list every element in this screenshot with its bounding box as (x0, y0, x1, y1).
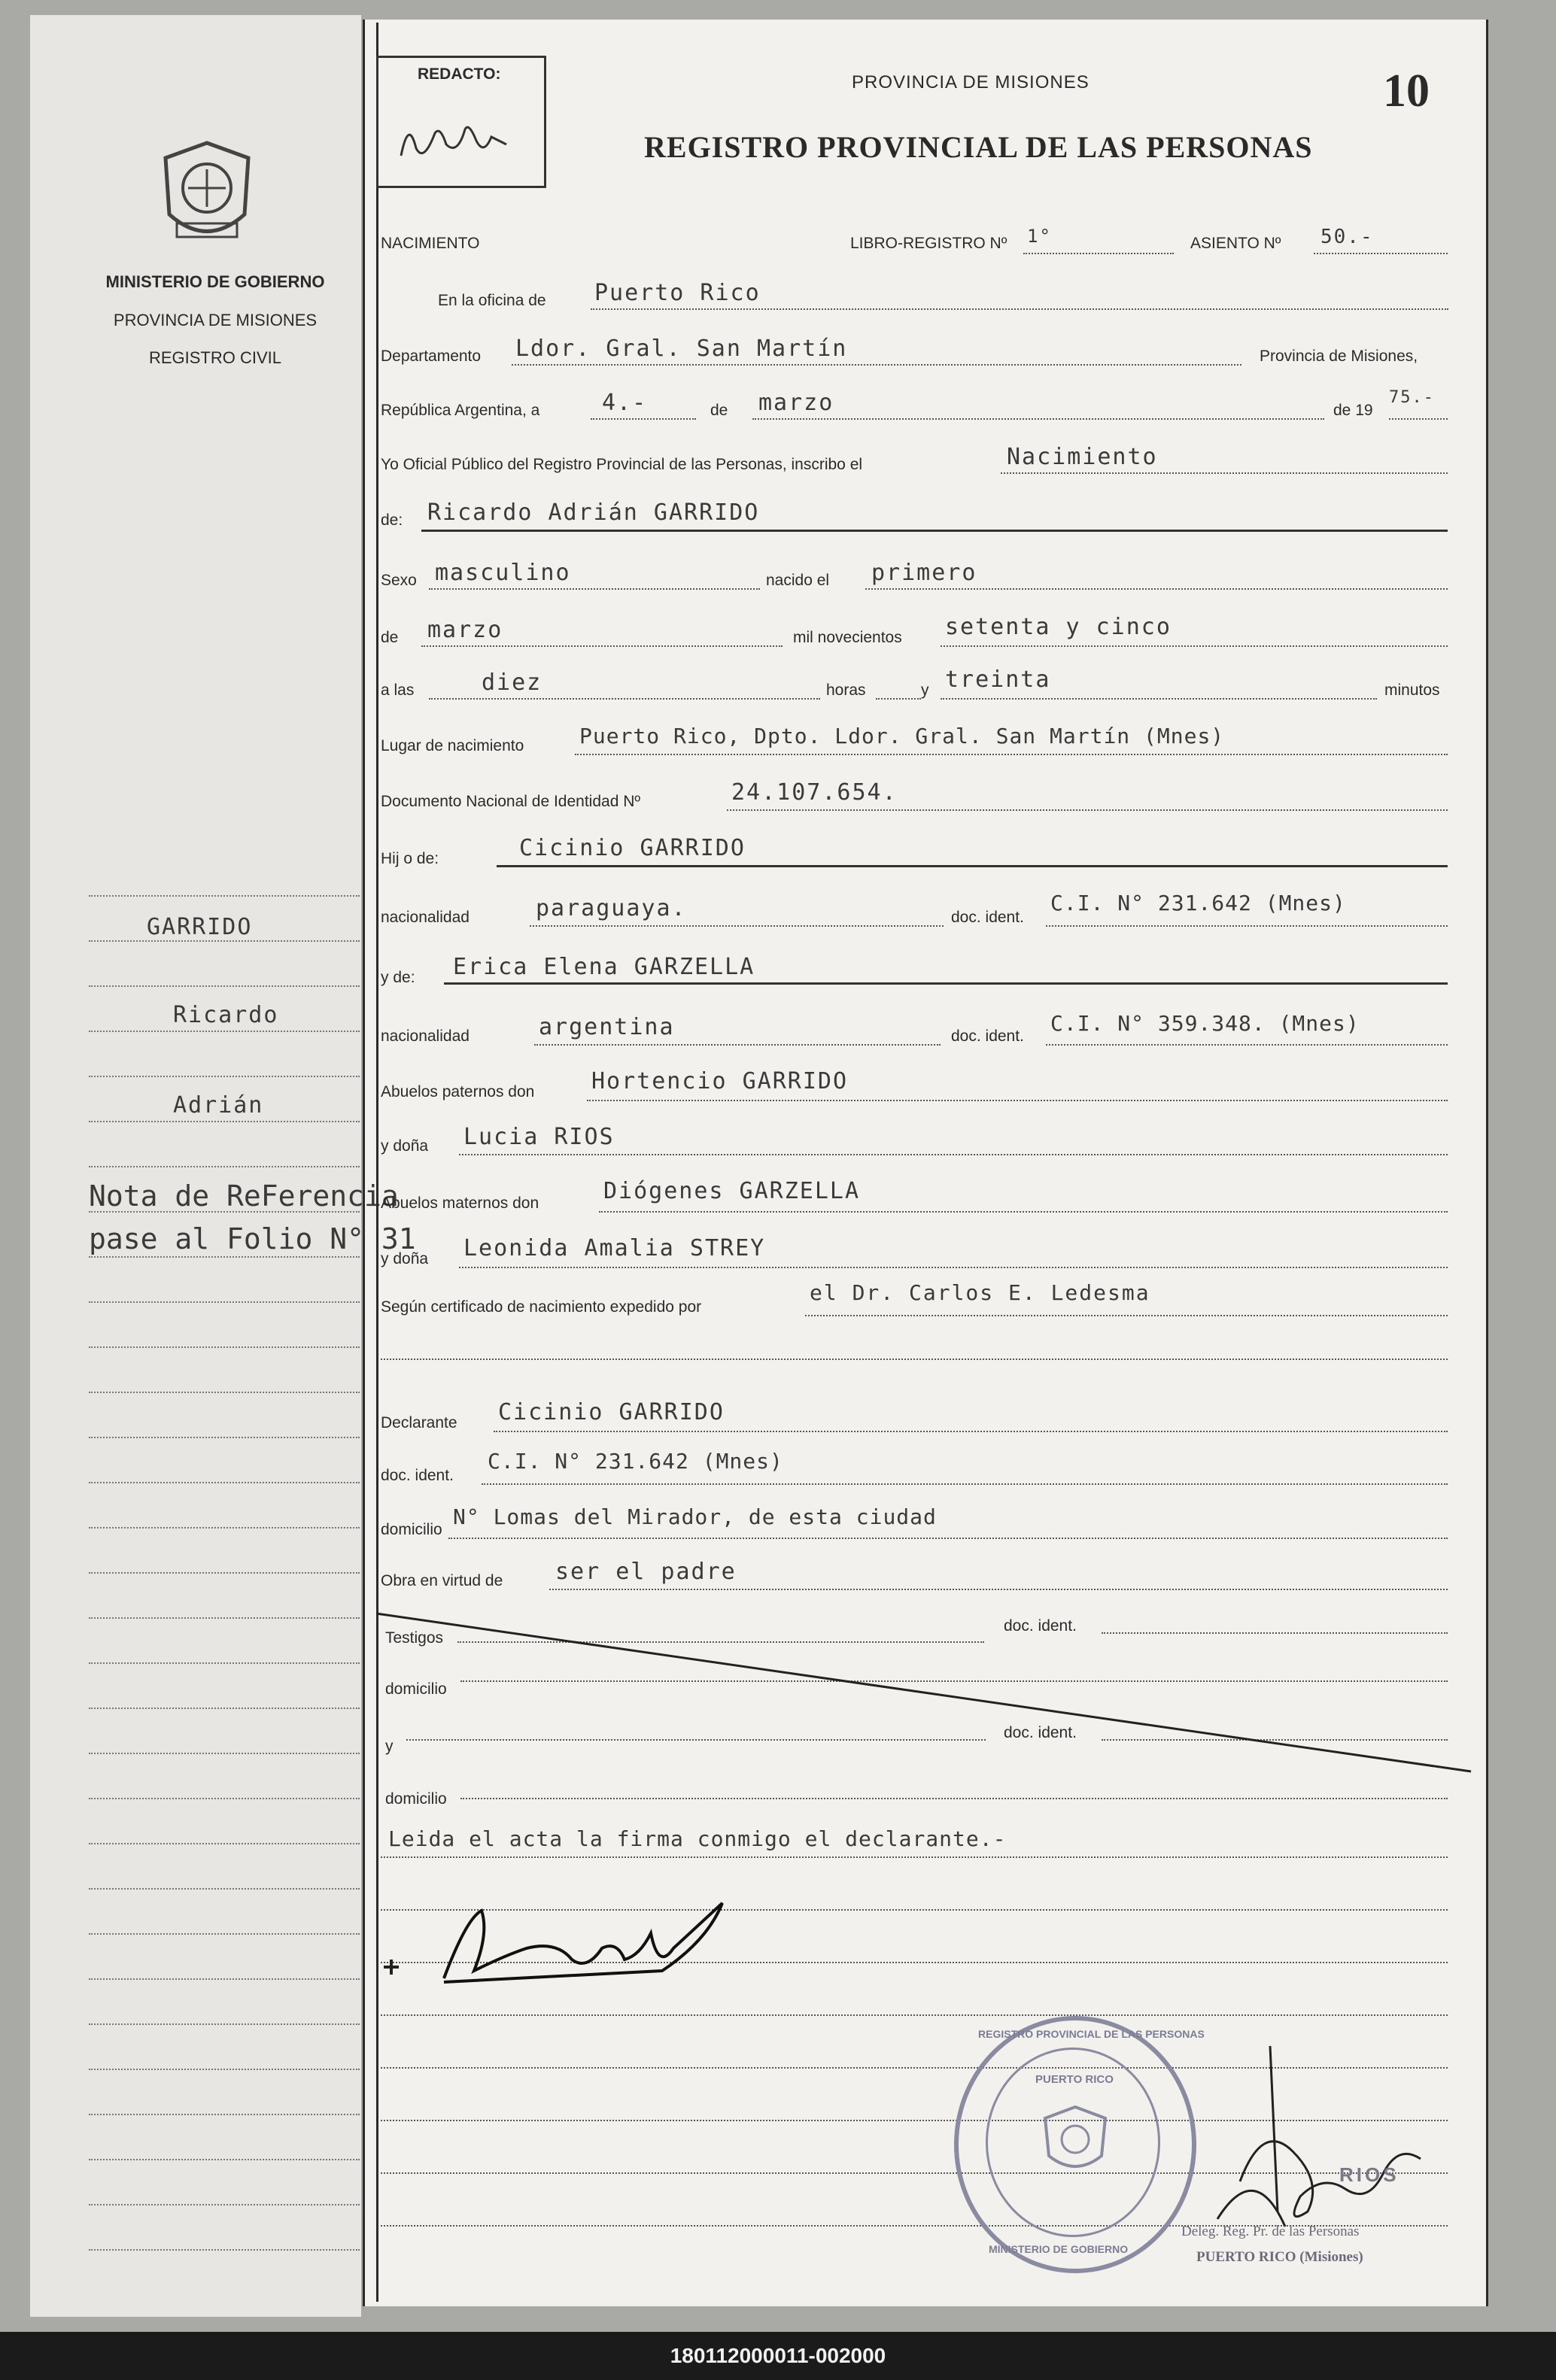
value-departamento: Ldor. Gral. San Martín (515, 335, 848, 362)
value-acta-tipo: Nacimiento (1007, 444, 1158, 470)
label-republica: República Argentina, a (381, 402, 540, 419)
label-de-name: de: (381, 512, 403, 529)
value-anio: 75.- (1389, 388, 1435, 407)
value-dia: 4.- (602, 390, 648, 416)
label-y-dona-m: y doña (381, 1250, 429, 1267)
label-segun: Según certificado de nacimiento expedido por (381, 1298, 702, 1316)
value-obra: ser el padre (555, 1559, 737, 1585)
label-doc-ident-declarante: doc. ident. (381, 1467, 454, 1484)
value-abuela-m: Leonida Amalia STREY (463, 1235, 766, 1261)
value-nacido-el: primero (871, 560, 977, 586)
label-de: de (710, 402, 728, 419)
seal-emblem-icon (1041, 2103, 1109, 2178)
ministry-line-2: PROVINCIA DE MISIONES (113, 311, 318, 329)
seal-ring-text: REGISTRO PROVINCIAL DE LAS PERSONAS (978, 2028, 1205, 2040)
coat-of-arms-icon (158, 139, 256, 252)
value-abuelo-m: Diógenes GARZELLA (603, 1178, 861, 1204)
margin-surname: GARRIDO (147, 914, 253, 940)
value-abuelo-p: Hortencio GARRIDO (591, 1068, 849, 1094)
label-minutos: minutos (1384, 682, 1440, 699)
label-abuelos-paternos: Abuelos paternos don (381, 1083, 535, 1100)
label-nacimiento: NACIMIENTO (381, 235, 480, 252)
value-certificado: el Dr. Carlos E. Ledesma (810, 1280, 1150, 1305)
margin-second-name: Adrián (173, 1092, 264, 1119)
value-madre-nac: argentina (539, 1014, 675, 1040)
official-seal (954, 2016, 1205, 2273)
label-abuelos-maternos: Abuelos maternos don (381, 1195, 539, 1212)
label-nacionalidad-padre: nacionalidad (381, 909, 470, 926)
value-abuela-p: Lucia RIOS (463, 1124, 615, 1150)
page-number: 10 (1383, 65, 1430, 117)
label-doc-ident-madre: doc. ident. (951, 1028, 1024, 1045)
official-signature-icon (1195, 2031, 1443, 2249)
label-declarante: Declarante (381, 1414, 457, 1431)
reference-note-line-2: pase al Folio N° 31 (89, 1222, 416, 1255)
footer-document-id: 180112000011-002000 (0, 2332, 1556, 2380)
value-declarante: Cicinio GARRIDO (498, 1399, 725, 1425)
value-libro: 1° (1027, 226, 1052, 247)
value-anio-letras: setenta y cinco (945, 614, 1172, 640)
label-y-testigo: y (385, 1738, 394, 1755)
value-padre-nac: paraguaya. (536, 895, 687, 921)
label-de-2: de (381, 629, 399, 646)
ministry-line-3: REGISTRO CIVIL (148, 348, 282, 367)
label-de-19: de 19 (1333, 402, 1373, 419)
value-horas: diez (482, 669, 542, 696)
label-mil-novecientos: mil novecientos (793, 629, 902, 646)
label-domicilio-testigo-1: domicilio (385, 1680, 447, 1698)
label-asiento: ASIENTO Nº (1190, 235, 1281, 252)
cancel-diagonal (376, 1610, 1475, 1783)
value-lugar: Puerto Rico, Dpto. Ldor. Gral. San Martín (Mnes) (579, 724, 1225, 748)
redacto-label: REDACTO: (418, 65, 501, 83)
label-domicilio-testigo-2: domicilio (385, 1790, 447, 1808)
redacto-box (376, 56, 546, 188)
seal-inner-text: PUERTO RICO (1035, 2073, 1114, 2086)
label-oficina: En la oficina de (438, 292, 546, 309)
label-sexo: Sexo (381, 572, 417, 589)
value-mes: marzo (758, 390, 834, 416)
label-nacido-el: nacido el (766, 572, 830, 589)
official-name: RIOS (1339, 2163, 1399, 2186)
redacto-initials-icon (394, 103, 529, 171)
value-madre: Erica Elena GARZELLA (453, 954, 755, 980)
label-doc-ident-padre: doc. ident. (951, 909, 1024, 926)
value-sexo: masculino (435, 560, 571, 586)
value-asiento: 50.- (1320, 226, 1374, 248)
label-obra: Obra en virtud de (381, 1572, 503, 1589)
value-mes-nac: marzo (427, 617, 503, 643)
value-padre-doc: C.I. N° 231.642 (Mnes) (1050, 891, 1346, 915)
label-provincia-misiones: Provincia de Misiones, (1260, 348, 1418, 365)
label-a-las: a las (381, 682, 415, 699)
label-hijo: Hij o de: (381, 850, 439, 867)
label-doc-ident-testigo-2: doc. ident. (1004, 1724, 1077, 1741)
label-horas: horas (826, 682, 866, 699)
reference-note-line-1: Nota de ReFerencia (89, 1179, 399, 1213)
value-nombre: Ricardo Adrián GARRIDO (427, 499, 760, 526)
value-madre-doc: C.I. N° 359.348. (Mnes) (1050, 1011, 1360, 1036)
value-leida: Leida el acta la firma conmigo el declarante.- (388, 1826, 1007, 1851)
value-oficina: Puerto Rico (594, 280, 761, 306)
label-libro: LIBRO-REGISTRO Nº (850, 235, 1007, 252)
label-yo-oficial: Yo Oficial Público del Registro Provincial de las Personas, inscribo el (381, 456, 863, 473)
label-doc-ident-testigo-1: doc. ident. (1004, 1617, 1077, 1635)
official-place: PUERTO RICO (Misiones) (1196, 2249, 1363, 2265)
official-title: Deleg. Reg. Pr. de las Personas (1181, 2224, 1360, 2239)
label-domicilio-declarante: domicilio (381, 1521, 442, 1538)
label-nacionalidad-madre: nacionalidad (381, 1028, 470, 1045)
label-y: y (921, 682, 929, 699)
value-minutos: treinta (945, 666, 1051, 693)
province-title: PROVINCIA DE MISIONES (852, 72, 1090, 93)
value-dni: 24.107.654. (731, 779, 898, 806)
label-y-dona-p: y doña (381, 1137, 429, 1155)
value-declarante-doc: C.I. N° 231.642 (Mnes) (488, 1449, 783, 1474)
label-lugar: Lugar de nacimiento (381, 737, 524, 754)
value-declarante-dom: N° Lomas del Mirador, de esta ciudad (453, 1504, 937, 1529)
label-departamento: Departamento (381, 348, 482, 365)
ministry-line-1: MINISTERIO DE GOBIERNO (105, 272, 325, 291)
label-y-de: y de: (381, 969, 415, 986)
seal-bottom-text: MINISTERIO DE GOBIERNO (989, 2243, 1129, 2255)
margin-first-name: Ricardo (173, 1002, 279, 1028)
label-testigos: Testigos (385, 1629, 444, 1647)
value-padre: Cicinio GARRIDO (519, 835, 746, 861)
registry-title: REGISTRO PROVINCIAL DE LAS PERSONAS (644, 130, 1313, 164)
declarant-signature-icon (376, 1888, 737, 2016)
label-dni: Documento Nacional de Identidad Nº (381, 793, 641, 810)
